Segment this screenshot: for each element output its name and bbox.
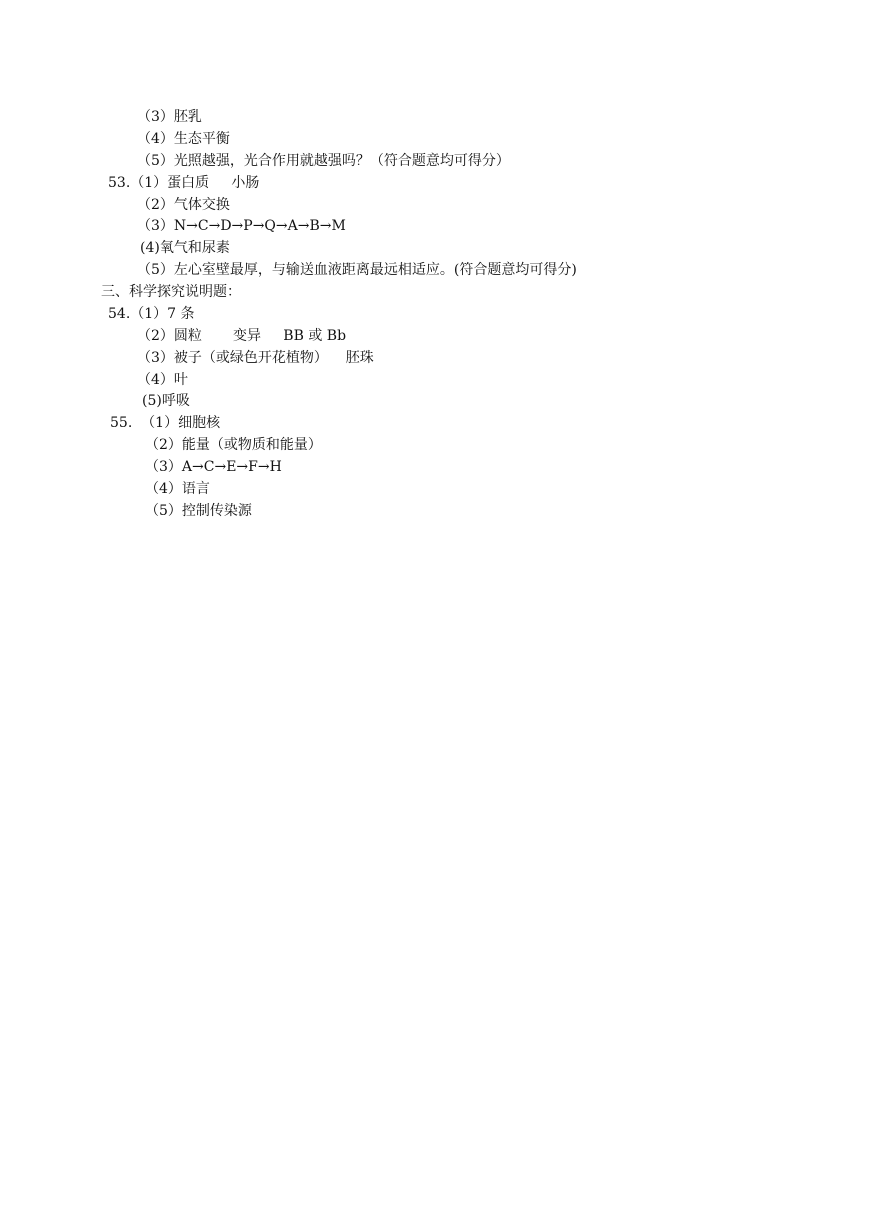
answer-line: （4）叶 [137, 372, 188, 388]
question-55-line: 55. （1）细胞核 [110, 415, 221, 431]
answer-line: （5）控制传染源 [145, 503, 252, 519]
section-heading: 三、科学探究说明题： [101, 284, 241, 300]
answer-line: （3）胚乳 [137, 109, 202, 125]
answer-line: （2）气体交换 [137, 197, 230, 213]
answer-line: （5）光照越强，光合作用就越强吗？（符合题意均可得分） [137, 153, 510, 169]
question-54-line: 54.（1）7 条 [108, 306, 195, 322]
answer-line: (5)呼吸 [142, 393, 190, 409]
answer-line: （3）N→C→D→P→Q→A→B→M [137, 218, 346, 234]
answer-line: （5）左心室壁最厚，与输送血液距离最远相适应。(符合题意均可得分) [137, 262, 577, 278]
answer-line: （3）A→C→E→F→H [145, 459, 282, 475]
answer-line: （3）被子（或绿色开花植物） 胚珠 [137, 350, 374, 366]
answer-line: （4）语言 [145, 481, 210, 497]
answer-line: (4)氧气和尿素 [140, 240, 230, 256]
answer-line: （2）圆粒 变异 BB 或 Bb [137, 328, 347, 344]
answer-line: （4）生态平衡 [137, 131, 230, 147]
answer-line: （2）能量（或物质和能量） [145, 437, 322, 453]
question-53-line: 53.（1）蛋白质 小肠 [108, 175, 260, 191]
